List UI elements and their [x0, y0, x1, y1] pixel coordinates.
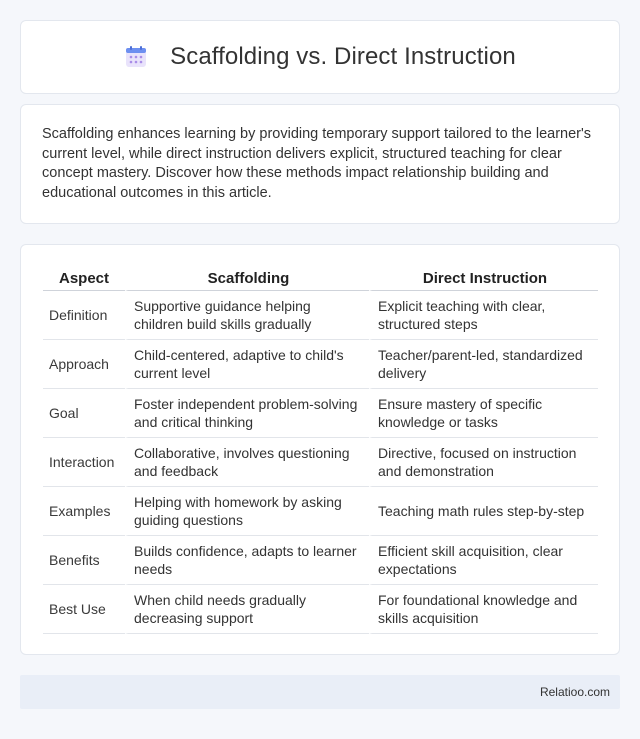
intro-text: Scaffolding enhances learning by providing temporary support tailored to the learner's current level, while direct instruction delivers explicit, structured teaching for clear concept mastery. Discover how these methods impact relationship building and educational outcomes in this article.: [42, 126, 591, 201]
table-row: [43, 291, 598, 340]
table-row: [43, 585, 598, 634]
table-row: [43, 438, 598, 487]
row-scaffolding: Helping with homework by asking guiding questions: [125, 487, 369, 536]
intro-card: [20, 104, 620, 224]
row-aspect: Examples: [43, 487, 125, 536]
row-scaffolding: Foster independent problem-solving and critical thinking: [125, 389, 369, 438]
row-scaffolding: Supportive guidance helping children build skills gradually: [125, 291, 369, 340]
page-title: Scaffolding vs. Direct Instruction: [170, 43, 516, 70]
table-row: [43, 340, 598, 389]
row-aspect: Interaction: [43, 438, 125, 487]
row-aspect: Approach: [43, 340, 125, 389]
row-direct-instruction: Ensure mastery of specific knowledge or tasks: [369, 389, 598, 438]
comparison-table: [43, 263, 598, 634]
footer-brand[interactable]: Relatioo.com: [539, 685, 610, 699]
comparison-card: [20, 244, 620, 655]
row-direct-instruction: Efficient skill acquisition, clear expectations: [369, 536, 598, 585]
row-aspect: Benefits: [43, 536, 125, 585]
row-direct-instruction: Explicit teaching with clear, structured steps: [369, 291, 598, 340]
header-aspect: Aspect: [43, 263, 125, 291]
table-row: [43, 487, 598, 536]
row-aspect: Goal: [43, 389, 125, 438]
footer-bar: [20, 675, 620, 709]
header-direct-instruction: Direct Instruction: [369, 263, 598, 291]
row-scaffolding: Collaborative, involves questioning and feedback: [125, 438, 369, 487]
row-direct-instruction: Directive, focused on instruction and demonstration: [369, 438, 598, 487]
calendar-icon: [124, 45, 148, 69]
row-scaffolding: Child-centered, adaptive to child's current level: [125, 340, 369, 389]
row-direct-instruction: Teacher/parent-led, standardized delivery: [369, 340, 598, 389]
table-row: [43, 389, 598, 438]
table-row: [43, 536, 598, 585]
row-direct-instruction: Teaching math rules step-by-step: [369, 487, 598, 536]
row-scaffolding: Builds confidence, adapts to learner needs: [125, 536, 369, 585]
row-scaffolding: When child needs gradually decreasing support: [125, 585, 369, 634]
row-aspect: Definition: [43, 291, 125, 340]
header-scaffolding: Scaffolding: [125, 263, 369, 291]
row-aspect: Best Use: [43, 585, 125, 634]
row-direct-instruction: For foundational knowledge and skills acquisition: [369, 585, 598, 634]
table-header-row: [43, 263, 598, 291]
title-card: [20, 20, 620, 94]
